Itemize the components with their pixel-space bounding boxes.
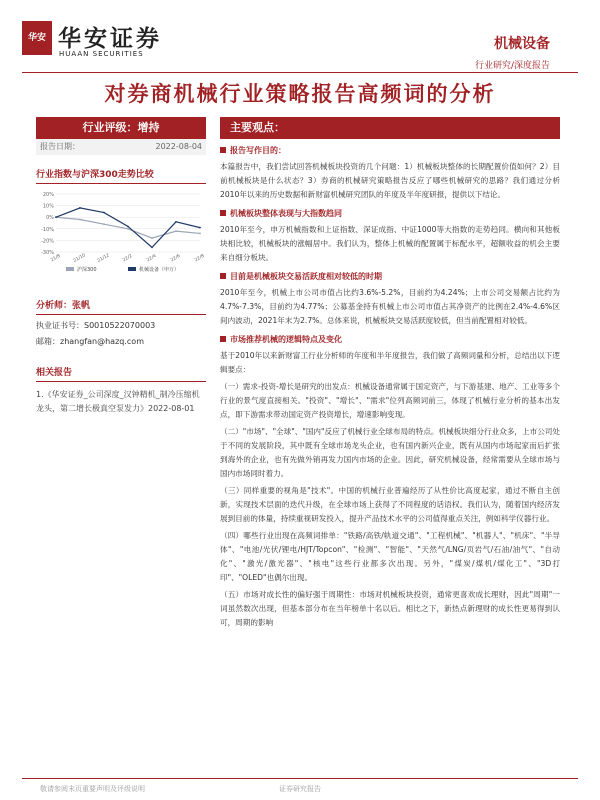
logic-point: （四）哪些行业出现在高频词排单："铁路/高铁/轨道交通"、"工程机械"、"机器人"、"机床"、"半导体"、"电池/光伏/锂电/HJT/Topcon"、"检测"、"智能"、"天然气/LNG/页岩气/石油/油气"、"自动化"、"激光/激光器"、"核电"这些行业都多次出现。另外，"煤炭/煤机/煤化工"、"3D打印"、"OLED"也偶尔出现。 bbox=[220, 531, 560, 582]
chart-heading-divider bbox=[36, 183, 206, 184]
logic-point: （二）"市场"、"全球"、"国内"反应了机械行业全球布局的特点。机械板块细分行业众多，上市公司处于不同的发展阶段，其中既有全球市场龙头企业，也有国内新兴企业，既有从国内市场起家而后扩张到海外的企业，也有先做外销再发力国内市场的企业。因此，研究机械设备，经常需要从全球市场与国内市场同时着力。 bbox=[220, 427, 560, 478]
related-reports-heading: 相关报告 bbox=[36, 368, 73, 378]
email-value[interactable]: zhangfan@hazq.com bbox=[60, 337, 144, 346]
x-tick-label: 22/8 bbox=[194, 253, 206, 264]
cert-value: S0010522070003 bbox=[84, 321, 156, 330]
series-point bbox=[103, 212, 105, 214]
section-paragraph: 本篇报告中，我们尝试回答机械板块投资的几个问题：1）机械板块整体的长期配置价值如何？2）目前机械板块是什么状态？3）券商的机械研究策略报告反应了哪些机械研究的思路？我们通过分析2010年以来的历史数据和新财富机械研究团队的年度及半年度研报，提供以下结论。 bbox=[220, 162, 560, 199]
section-recommendation-logic bbox=[220, 334, 560, 630]
series-point bbox=[199, 233, 201, 235]
header-divider bbox=[22, 72, 578, 73]
series-point bbox=[151, 237, 153, 239]
section-paragraph: 2010年至今，申万机械指数和上证指数、深证成指、中证1000等大指数的走势趋同。横向和其他板块相比较，机械板块的涨幅居中。我们认为，整体上机械的配置属于标配水平，超额收益的机会主要来自细分板块。 bbox=[220, 225, 560, 262]
square-bullet-icon bbox=[220, 336, 226, 342]
index-comparison-chart bbox=[36, 190, 206, 276]
series-point bbox=[151, 246, 153, 248]
y-tick-label: 0% bbox=[46, 215, 54, 222]
series-point bbox=[79, 219, 81, 221]
chart-heading: 行业指数与沪深300走势比较 bbox=[36, 170, 154, 180]
series-point bbox=[175, 230, 177, 232]
series-point bbox=[55, 216, 57, 218]
x-tick-label: 22/2 bbox=[122, 253, 134, 264]
legend-swatch bbox=[128, 267, 136, 271]
section-title: 目前是机械板块交易活跃度相对较低的时期 bbox=[220, 271, 560, 283]
x-tick-label: 21/12 bbox=[96, 253, 111, 264]
x-tick-label: 21/10 bbox=[72, 253, 87, 264]
sidebar bbox=[36, 117, 206, 416]
key-points bbox=[220, 117, 560, 630]
report-type: 行业研究/深度报告 bbox=[474, 61, 550, 71]
brand-name-en: HUAAN SECURITIES bbox=[59, 50, 144, 58]
section-purpose bbox=[220, 145, 560, 202]
section-sector-trend bbox=[220, 208, 560, 265]
y-tick-label: -10% bbox=[41, 226, 54, 233]
chart-svg bbox=[36, 190, 206, 276]
series-point bbox=[127, 228, 129, 230]
email-row bbox=[36, 336, 206, 347]
email-label: 邮箱： bbox=[36, 337, 60, 346]
logic-point: （五）市场对成长性的偏好强于周期性：市场对机械板块投资，通常更喜欢成长理财，因此"周期"一词虽然数次出现，但基本部分布在当年榜单十名以后。相比之下，新热点新理财的成长性更易得到认可，周期的影响 bbox=[220, 590, 560, 627]
analyst-block bbox=[36, 298, 206, 347]
square-bullet-icon bbox=[220, 273, 226, 279]
y-tick-label: -30% bbox=[41, 250, 54, 256]
y-tick-label: 20% bbox=[42, 192, 54, 198]
section-paragraph: 基于2010年以来新财富工行业分析师的年度和半年度报告，我们做了高频词量和分析，总结出以下逻辑要点： bbox=[220, 351, 560, 374]
analyst-name: 分析师：张帆 bbox=[36, 301, 91, 311]
series-point bbox=[79, 207, 81, 209]
series-line-0 bbox=[56, 217, 200, 238]
cert-label: 执业证书号： bbox=[36, 321, 84, 330]
series-line-1 bbox=[56, 208, 200, 247]
y-tick-label: -20% bbox=[41, 238, 54, 245]
logic-point: （一）需求-投资-增长是研究的出发点：机械设备通常属于国定资产，与下游基建、地产、工业等多个行业的景气度直接相关。"投资"、"增长"、"需求"位列高频词前三，体现了机械行业分析的基本出发点，即下游需求带动国定资产投资增长，增速影响变现。 bbox=[220, 382, 560, 419]
legend-label: 机械设备（申万） bbox=[139, 267, 180, 273]
report-date-row bbox=[36, 139, 206, 155]
section-title: 报告写作目的： bbox=[220, 145, 560, 157]
y-tick-label: 10% bbox=[42, 203, 54, 210]
report-footer bbox=[0, 778, 600, 800]
square-bullet-icon bbox=[220, 210, 226, 216]
report-date-value: 2022-08-04 bbox=[155, 142, 202, 151]
series-point bbox=[103, 223, 105, 225]
series-point bbox=[127, 226, 129, 228]
square-bullet-icon bbox=[220, 147, 226, 153]
industry-category: 机械设备 bbox=[494, 36, 550, 52]
report-title: 对券商机械行业策略报告高频词的分析 bbox=[104, 81, 496, 106]
section-paragraph: 2010年至今，机械上市公司市值占比约3.6%-5.2%，目前约为4.24%；上市公司交易额占比约为4.7%-7.3%，目前约为4.77%；公募基金持有机械上市公司市值占其净资产的比例在2.4%-4.6%区间内波动，2021年末为2.7%。总体来说，机械板块交易活跃度较低，但当前配置相对较低。 bbox=[220, 288, 560, 325]
x-tick-label: 21/8 bbox=[50, 253, 62, 264]
brand-logo-mark: 华安 bbox=[22, 21, 52, 55]
footer-label: 证券研究报告 bbox=[279, 785, 321, 793]
key-points-heading: 主要观点： bbox=[220, 117, 560, 139]
brand-name-cn: 华安证券 bbox=[58, 25, 162, 52]
cert-row bbox=[36, 320, 206, 331]
related-reports-divider bbox=[36, 381, 206, 382]
report-header bbox=[0, 0, 600, 78]
legend-swatch bbox=[66, 267, 74, 271]
footer-divider bbox=[22, 778, 578, 779]
section-title: 机械板块整体表现与大指数趋同 bbox=[220, 208, 560, 220]
series-point bbox=[199, 227, 201, 229]
logic-point: （三）同样重要的视角是"技术"。中国的机械行业普遍经历了从性价比高度起家，通过不断自主创新，实现技术层面的迭代升级，在全球市场上获得了不同程度的话语权。我们认为，随着国内经济发展到目前的体量，持续重视研发投入，提升产品技术水平的公司值得重点关注，例如科学仪器行业。 bbox=[220, 486, 560, 523]
analyst-divider bbox=[36, 314, 206, 315]
section-title: 市场推荐机械的逻辑特点及变化 bbox=[220, 334, 560, 346]
section-trading-activity bbox=[220, 271, 560, 328]
industry-rating: 行业评级：增持 bbox=[36, 117, 206, 139]
report-date-label: 报告日期： bbox=[40, 142, 80, 151]
disclaimer-note: 敬请参阅末页重要声明及评级说明 bbox=[40, 785, 145, 793]
related-report-item[interactable]: 1.《华安证券_公司深度_汉钟精机_制冷压缩机龙头，第二增长极真空泵发力》2022-08-01 bbox=[36, 390, 200, 413]
series-point bbox=[175, 221, 177, 223]
legend-label: 沪深300 bbox=[77, 267, 97, 273]
x-tick-label: 22/4 bbox=[146, 253, 158, 264]
related-reports-list bbox=[36, 388, 206, 416]
x-tick-label: 22/6 bbox=[170, 253, 182, 264]
